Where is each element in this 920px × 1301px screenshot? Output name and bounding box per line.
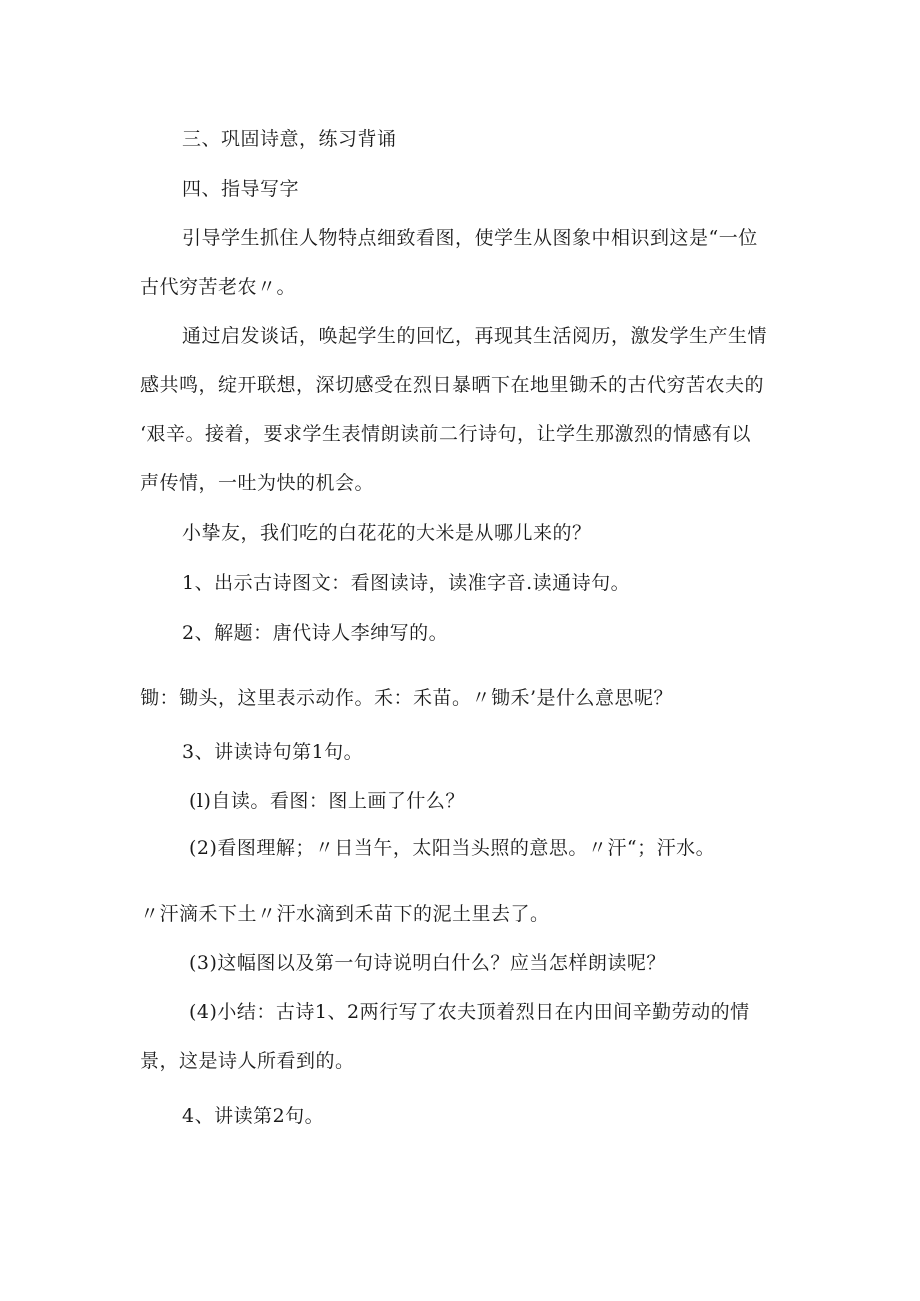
paragraph-line: ‘艰辛。接着，要求学生表情朗读前二行诗句，让学生那激烈的情感有以 <box>140 423 752 445</box>
sub-item: (l)自读。看图：图上画了什么？ <box>189 790 465 812</box>
paragraph-line: 通过启发谈话，唤起学生的回忆，再现其生活阅历，激发学生产生情 <box>182 325 768 347</box>
paragraph-line: 引导学生抓住人物特点细致看图，使学生从图象中相识到这是“一位 <box>182 227 758 249</box>
list-item: 1、出示古诗图文：看图读诗，读准字音.读通诗句。 <box>182 572 631 594</box>
paragraph-line: 小挚友，我们吃的白花花的大米是从哪儿来的？ <box>182 522 592 544</box>
heading-writing-guidance: 四、指导写字 <box>182 178 300 200</box>
list-item: 3、讲读诗句第1句。 <box>182 741 364 763</box>
list-item: 4、讲读第2句。 <box>182 1105 325 1127</box>
list-item: 2、解题：唐代诗人李绅写的。 <box>182 622 449 644</box>
paragraph-line: 古代穷苦老农〃。 <box>140 276 297 298</box>
paragraph-line: 感共鸣，绽开联想，深切感受在烈日暴晒下在地里锄禾的古代穷苦农夫的 <box>140 374 765 396</box>
paragraph-line: 〃汗滴禾下土〃汗水滴到禾苗下的泥土里去了。 <box>140 903 550 925</box>
sub-item: (2)看图理解；〃日当午，太阳当头照的意思。〃汗“；汗水。 <box>189 837 716 859</box>
paragraph-line: 声传情，一吐为快的机会。 <box>140 472 375 494</box>
sub-item: (4)小结：古诗1、2两行写了农夫顶着烈日在内田间辛勤劳动的情 <box>189 1001 750 1023</box>
heading-review-recite: 三、巩固诗意，练习背诵 <box>182 128 397 150</box>
paragraph-line: 锄：锄头，这里表示动作。禾：禾苗。〃锄禾’是什么意思呢？ <box>140 687 674 709</box>
paragraph-line: 景，这是诗人所看到的。 <box>140 1050 355 1072</box>
sub-item: (3)这幅图以及第一句诗说明白什么？应当怎样朗读呢？ <box>189 952 666 974</box>
